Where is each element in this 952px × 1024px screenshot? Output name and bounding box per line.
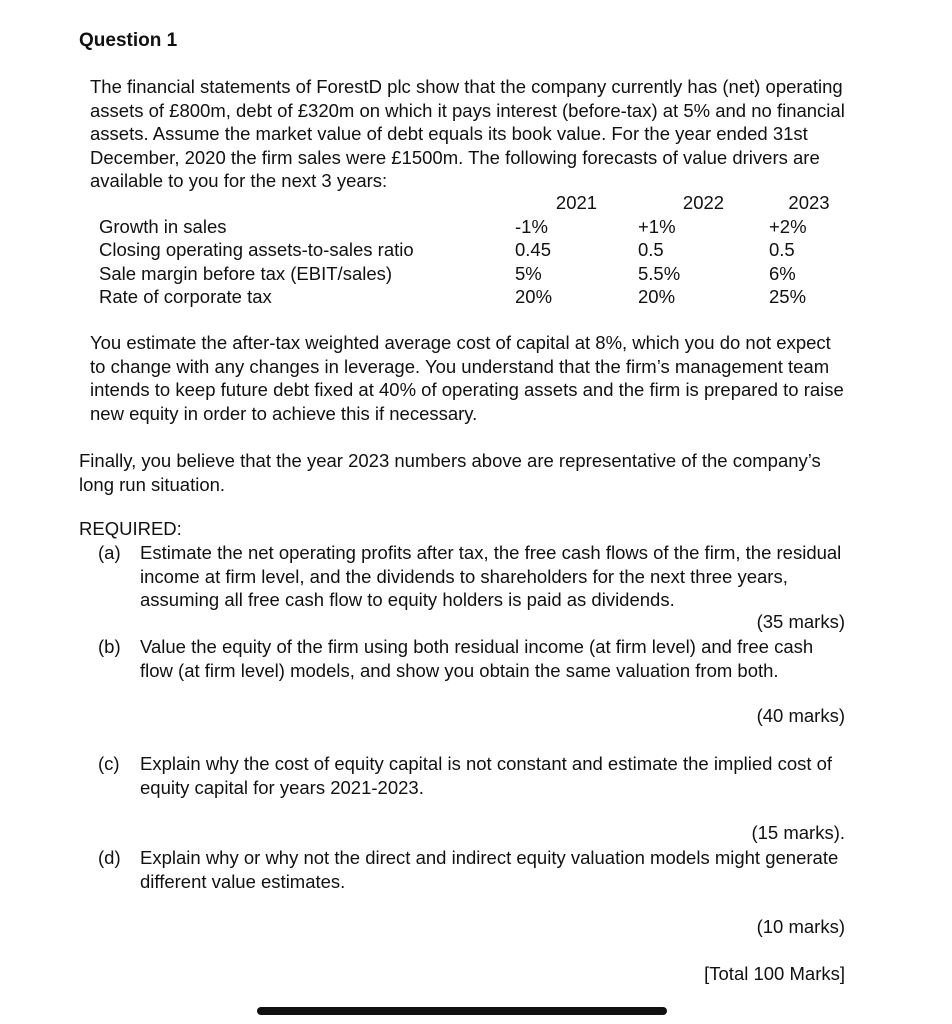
cell-value: 25%: [769, 286, 807, 307]
part-d-marks: (10 marks): [756, 916, 845, 937]
table-row: [90, 238, 849, 262]
part-b-marks: (40 marks): [756, 705, 845, 726]
intro-paragraph: The financial statements of ForestD plc show that the company currently has (net) operating assets of £800m, debt of £320m on which it pays interest (before-tax) at 5% and no financial assets. Assume the market value of debt equals its book value. For the year ended 31st December, 2020 the firm sales were £1500m. The following forecasts of value drivers are available to you for the next 3 years:: [90, 76, 845, 191]
part-text: Value the equity of the firm using both residual income (at firm level) and free cash flow (at firm level) models, and show you obtain the same valuation from both.: [140, 636, 814, 681]
question-title: Question 1: [79, 30, 178, 51]
part-text: Estimate the net operating profits after tax, the free cash flows of the firm, the residual income at firm level, and the dividends to shareholders for the next three years, assuming all free cash flow to equity holders is paid as dividends.: [140, 542, 842, 610]
cell-value: 0.5: [638, 239, 664, 260]
cell-value: 0.5: [769, 239, 795, 260]
part-c-marks: (15 marks).: [751, 822, 845, 843]
home-indicator-bar[interactable]: [257, 1007, 667, 1015]
long-run-paragraph: Finally, you believe that the year 2023 numbers above are representative of the company’s long run situation.: [79, 450, 821, 495]
part-letter: (b): [98, 636, 121, 657]
wacc-paragraph: You estimate the after-tax weighted average cost of capital at 8%, which you do not expect to change with any changes in leverage. You understand that the firm’s management team intends to keep future debt fixed at 40% of operating assets and the firm is prepared to raise new equity in order to achieve this if necessary.: [90, 332, 844, 424]
required-part-b: [98, 635, 845, 682]
part-text: Explain why the cost of equity capital is not constant and estimate the implied cost of equity capital for years 2021-2023.: [140, 753, 833, 798]
table-row: [90, 285, 849, 309]
part-text: Explain why or why not the direct and indirect equity valuation models might generate different value estimates.: [140, 847, 839, 892]
cell-value: +1%: [638, 215, 676, 237]
row-label: Rate of corporate tax: [99, 286, 272, 307]
cell-value: 5%: [515, 262, 542, 284]
value-drivers-table: [90, 191, 849, 309]
row-label: Growth in sales: [99, 215, 227, 237]
required-part-d: [98, 846, 845, 893]
cell-value: 0.45: [515, 239, 552, 260]
required-heading: REQUIRED:: [79, 518, 182, 539]
cell-value: 20%: [638, 286, 676, 307]
year-header: 2023: [788, 192, 830, 213]
required-part-a: [98, 541, 845, 612]
cell-value: +2%: [769, 215, 807, 237]
cell-value: 5.5%: [638, 262, 681, 284]
total-marks: [Total 100 Marks]: [704, 963, 845, 984]
row-label: Sale margin before tax (EBIT/sales): [99, 262, 393, 284]
table-row: [90, 215, 849, 239]
part-letter: (a): [98, 542, 121, 563]
row-label: Closing operating assets-to-sales ratio: [99, 239, 414, 260]
year-header: 2021: [555, 192, 598, 213]
required-part-c: [98, 752, 845, 799]
table-header-row: [90, 191, 849, 215]
year-header: 2022: [682, 192, 725, 213]
part-letter: (d): [98, 847, 121, 868]
cell-value: 20%: [515, 286, 553, 307]
cell-value: 6%: [769, 262, 796, 284]
part-letter: (c): [98, 753, 120, 774]
table-row: [90, 262, 849, 286]
cell-value: -1%: [515, 215, 548, 237]
part-a-marks: (35 marks): [756, 611, 845, 632]
